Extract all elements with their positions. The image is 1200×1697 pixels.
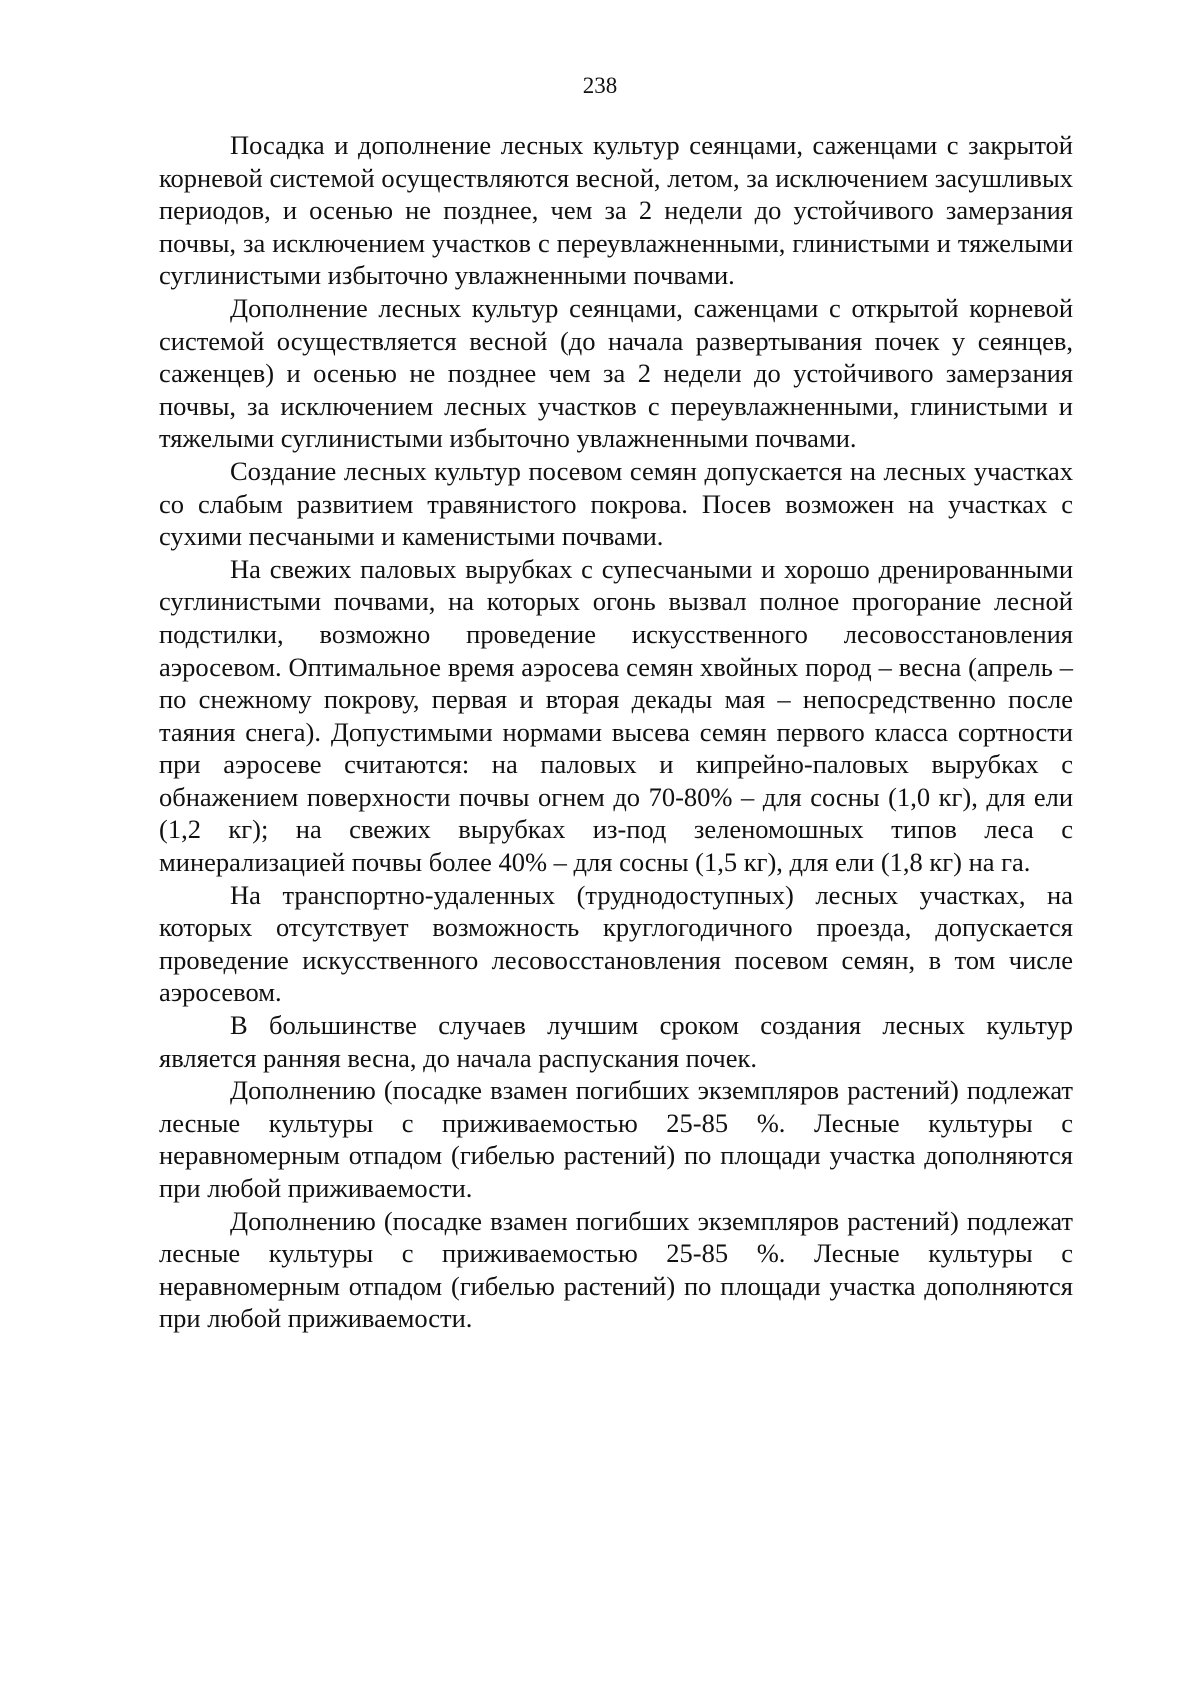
paragraph-supplement-open-root: Дополнение лесных культур сеянцами, саженцами с открытой корневой системой осуществляется весной (до начала развертывания почек у сеянцев, саженцев) и осенью не позднее чем за 2 недели до устойчивого замерзания почвы, за исключением лесных участков с переувлажненными, глинистыми и тяжелыми суглинистыми избыточно увлажненными почвами. [159,292,1073,454]
body-text [159,129,1073,1335]
paragraph-seed-sowing: Создание лесных культур посевом семян допускается на лесных участках со слабым развитием травянистого покрова. Посев возможен на участках с сухими песчаными и каменистыми почвами. [159,455,1073,552]
paragraph-planting-closed-root: Посадка и дополнение лесных культур сеянцами, саженцами с закрытой корневой системой осуществляются весной, летом, за исключением засушливых периодов, и осенью не позднее, чем за 2 недели до устойчивого замерзания почвы, за исключением участков с переувлажненными, глинистыми и тяжелыми суглинистыми избыточно увлажненными почвами. [159,130,1073,291]
page-number: 238 [582,73,618,98]
paragraph-supplement-survival-2: Дополнению (посадке взамен погибших экземпляров растений) подлежат лесные культуры с приживаемостью 25-85 %. Лесные культуры с неравномерным отпадом (гибелью растений) по площади участка дополняются при любой приживаемости. [159,1205,1073,1334]
paragraph-aerial-seeding: На свежих паловых вырубках с супесчаными и хорошо дренированными суглинистыми почвами, на которых огонь вызвал полное прогорание лесной подстилки, возможно проведение искусственного лесовосстановления аэросевом. Оптимальное время аэросева семян хвойных пород – весна (апрель – по снежному покрову, первая и вторая декады мая – непосредственно после таяния снега). Допустимыми нормами высева семян первого класса сортности при аэросеве считаются: на паловых и кипрейно-паловых вырубках с обнажением поверхности почвы огнем до 70-80% – для сосны (1,0 кг), для ели (1,2 кг); на свежих вырубках из-под зеленомошных типов леса с минерализацией почвы более 40% – для сосны (1,5 кг), для ели (1,8 кг) на га. [159,553,1073,878]
paragraph-supplement-survival-1: Дополнению (посадке взамен погибших экземпляров растений) подлежат лесные культуры с приживаемостью 25-85 %. Лесные культуры с неравномерным отпадом (гибелью растений) по площади участка дополняются при любой приживаемости. [159,1075,1073,1203]
paragraph-best-timing: В большинстве случаев лучшим сроком создания лесных культур является ранняя весна, до начала распускания почек. [159,1010,1073,1073]
paragraph-remote-areas: На транспортно-удаленных (труднодоступных) лесных участках, на которых отсутствует возможность круглогодичного проезда, допускается проведение искусственного лесовосстановления посевом семян, в том числе аэросевом. [159,879,1073,1008]
